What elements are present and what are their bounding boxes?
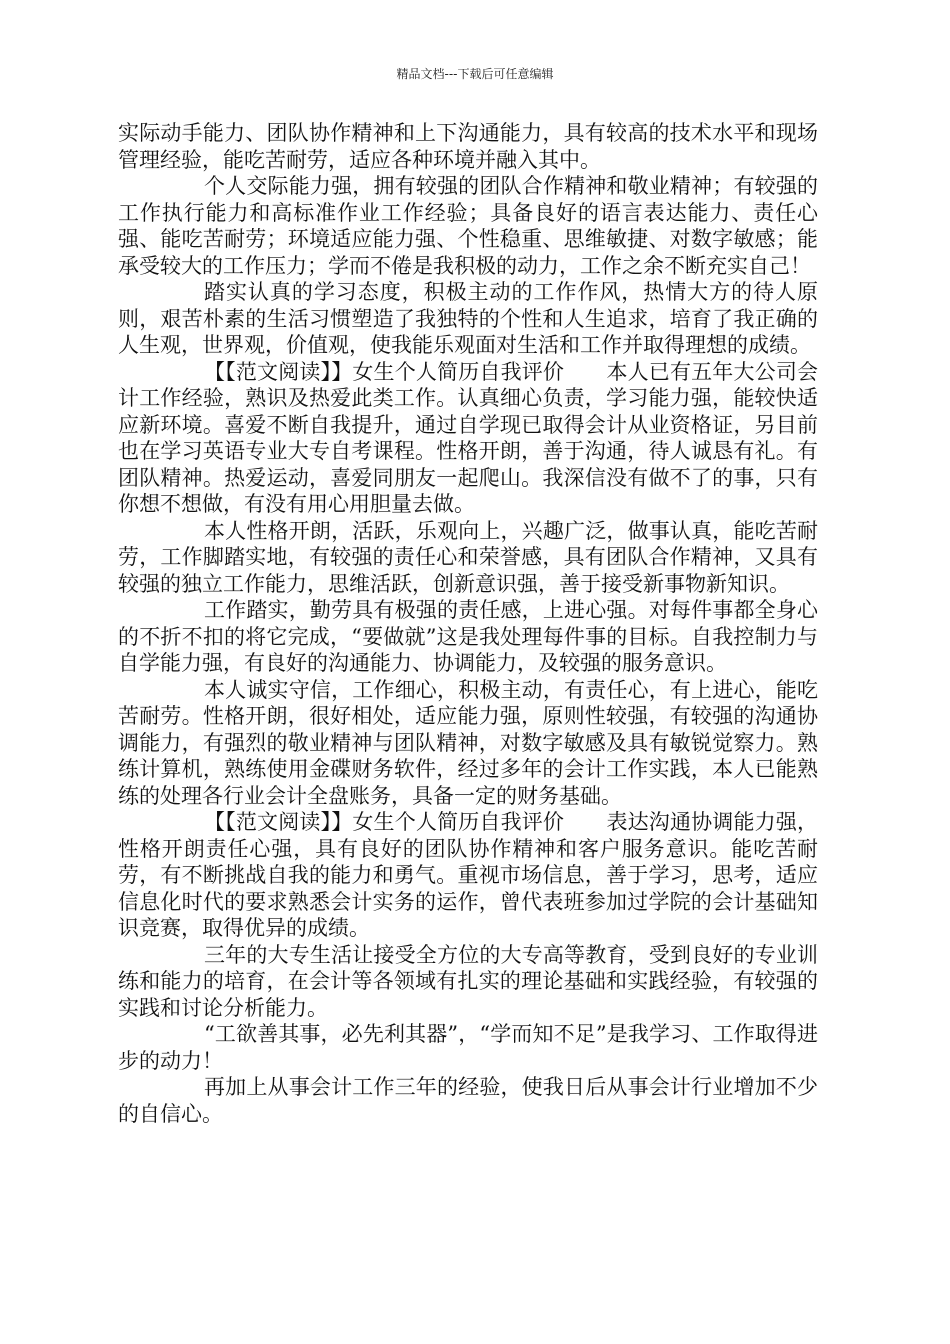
document-body	[118, 120, 818, 1127]
paragraph-4: 【【范文阅读】】女生个人简历自我评价 本人已有五年大公司会计工作经验，熟识及热爱此类工作。认真细心负责，学习能力强，能较快适应新环境。喜爱不断自我提升，通过自学现已取得会计从业资格证，另目前也在学习英语专业大专自考课程。性格开朗，善于沟通，待人诚恳有礼。有团队精神。热爱运动，喜爱同朋友一起爬山。我深信没有做不了的事，只有你想不想做，有没有用心用胆量去做。	[118, 359, 818, 516]
paragraph-7: 本人诚实守信，工作细心，积极主动，有责任心，有上进心，能吃苦耐劳。性格开朗，很好相处，适应能力强，原则性较强，有较强的沟通协调能力，有强烈的敬业精神与团队精神，对数字敏感及具有敏锐觉察力。熟练计算机，熟练使用金碟财务软件，经过多年的会计工作实践，本人已能熟练的处理各行业会计全盘账务，具备一定的财务基础。	[118, 677, 818, 808]
page-header-note: 精品文档---下载后可任意编辑	[396, 67, 554, 81]
paragraph-5: 本人性格开朗，活跃，乐观向上，兴趣广泛，做事认真，能吃苦耐劳，工作脚踏实地，有较强的责任心和荣誉感，具有团队合作精神，又具有较强的独立工作能力，思维活跃，创新意识强，善于接受新事物新知识。	[118, 518, 818, 596]
paragraph-10: “工欲善其事，必先利其器”，“学而知不足”是我学习、工作取得进步的动力！	[118, 1022, 818, 1073]
paragraph-2: 个人交际能力强，拥有较强的团队合作精神和敬业精神；有较强的工作执行能力和高标准作业工作经验；具备良好的语言表达能力、责任心强、能吃苦耐劳；环境适应能力强、个性稳重、思维敏捷、对数字敏感；能承受较大的工作压力；学而不倦是我积极的动力，工作之余不断充实自己！	[118, 174, 818, 278]
paragraph-8: 【【范文阅读】】女生个人简历自我评价 表达沟通协调能力强，性格开朗责任心强，具有良好的团队协作精神和客户服务意识。能吃苦耐劳，有不断挑战自我的能力和勇气。重视市场信息，善于学习，思考，适应信息化时代的要求熟悉会计实务的运作，曾代表班参加过学院的会计基础知识竞赛，取得优异的成绩。	[118, 810, 818, 940]
paragraph-3: 踏实认真的学习态度，积极主动的工作作风，热情大方的待人原则，艰苦朴素的生活习惯塑造了我独特的个性和人生追求，培育了我正确的人生观，世界观，价值观，使我能乐观面对生活和工作并取得理想的成绩。	[118, 280, 818, 357]
paragraph-6: 工作踏实，勤劳具有极强的责任感，上进心强。对每件事都全身心的不折不扣的将它完成，“要做就”这是我处理每件事的目标。自我控制力与自学能力强，有良好的沟通能力、协调能力，及较强的服务意识。	[118, 598, 818, 675]
paragraph-1: 实际动手能力、团队协作精神和上下沟通能力，具有较高的技术水平和现场管理经验，能吃苦耐劳，适应各种环境并融入其中。	[118, 121, 818, 172]
paragraph-11: 再加上从事会计工作三年的经验，使我日后从事会计行业增加不少的自信心。	[118, 1075, 818, 1126]
paragraph-9: 三年的大专生活让接受全方位的大专高等教育，受到良好的专业训练和能力的培育，在会计等各领域有扎实的理论基础和实践经验，有较强的实践和讨论分析能力。	[118, 942, 818, 1020]
